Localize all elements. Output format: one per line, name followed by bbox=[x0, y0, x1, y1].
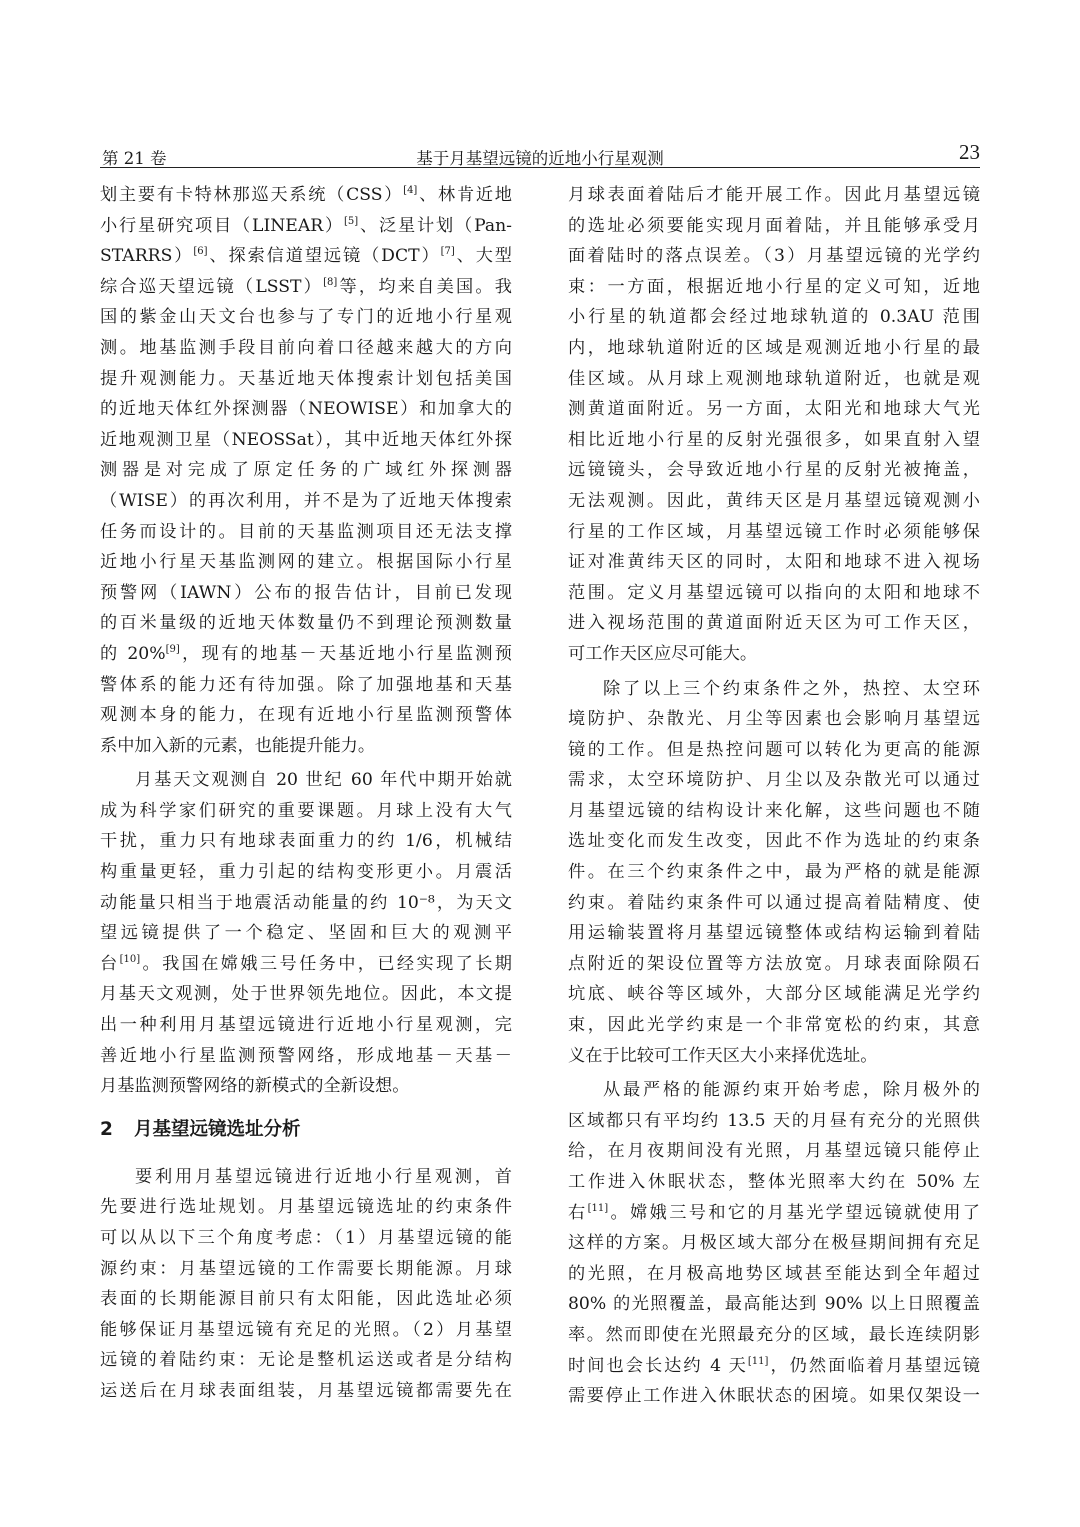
text-line: 运送后在月球表面组装，月基望远镜都需要先在 bbox=[100, 1380, 512, 1401]
text-line: 约束。着陆约束条件可以通过提高着陆精度、使 bbox=[568, 892, 980, 913]
text-line: 的光照，在月极高地势区域甚至能达到全年超过 bbox=[568, 1263, 980, 1284]
text-line: 坑底、峡谷等区域外，大部分区域能满足光学约 bbox=[568, 984, 980, 1005]
text-line: 右[11]。嫦娥三号和它的月基光学望远镜就使用了 bbox=[568, 1202, 980, 1223]
text-line: 近地观测卫星（NEOSSat），其中近地天体红外探 bbox=[100, 429, 512, 450]
text-line: 内，地球轨道附近的区域是观测近地小行星的最 bbox=[568, 337, 980, 358]
section-number: 2 bbox=[100, 1118, 113, 1140]
text-line: 国的紫金山天文台也参与了专门的近地小行星观 bbox=[100, 307, 512, 328]
page-number: 23 bbox=[959, 140, 980, 164]
text-line: 进入视场范围的黄道面附近天区为可工作天区， bbox=[568, 613, 980, 634]
text-line: 望远镜提供了一个稳定、坚固和巨大的观测平 bbox=[100, 923, 512, 944]
text-line: 台[10]。我国在嫦娥三号任务中，已经实现了长期 bbox=[100, 953, 512, 974]
paragraph bbox=[568, 674, 980, 1072]
text-line: 点附近的架设位置等方法放宽。月球表面除陨石 bbox=[568, 953, 980, 974]
text-line: 近地小行星天基监测网的建立。根据国际小行星 bbox=[100, 552, 512, 573]
text-line: 工作进入休眠状态，整体光照率大约在 50% 左 bbox=[568, 1172, 980, 1192]
text-line: 需求，太空环境防护、月尘以及杂散光可以通过 bbox=[568, 770, 980, 791]
paragraph bbox=[568, 1075, 980, 1412]
text-line: 月基天文观测，处于世界领先地位。因此，本文提 bbox=[100, 984, 512, 1005]
text-line: 面着陆时的落点误差。（3）月基望远镜的光学约 bbox=[568, 246, 980, 267]
paragraph bbox=[100, 1162, 512, 1407]
text-line: 表面的长期能源目前只有太阳能，因此选址必须 bbox=[100, 1289, 512, 1310]
text-line: 月球表面着陆后才能开展工作。因此月基望远镜 bbox=[568, 185, 980, 205]
text-line: 的 20%[9]，现有的地基－天基近地小行星监测预 bbox=[100, 643, 512, 664]
text-line: 警体系的能力还有待加强。除了加强地基和天基 bbox=[100, 674, 512, 695]
text-line: 划主要有卡特林那巡天系统（CSS）[4]、林肯近地 bbox=[100, 185, 512, 205]
paragraph bbox=[100, 765, 512, 1102]
text-line: 无法观测。因此，黄纬天区是月基望远镜观测小 bbox=[568, 490, 980, 511]
text-line: 镜的工作。但是热控问题可以转化为更高的能源 bbox=[568, 739, 980, 760]
text-line: 能够保证月基望远镜有充足的光照。（2）月基望 bbox=[100, 1319, 512, 1340]
text-line: 佳区域。从月球上观测地球轨道附近，也就是观 bbox=[568, 368, 980, 389]
text-line: 动能量只相当于地震活动能量的约 10⁻⁸，为天文 bbox=[100, 892, 512, 913]
section-heading bbox=[100, 1108, 512, 1152]
text-line: 小行星研究项目（LINEAR）[5]、泛星计划（Pan- bbox=[100, 215, 512, 236]
right-column bbox=[568, 180, 980, 1412]
text-line: 出一种利用月基望远镜进行近地小行星观测，完 bbox=[100, 1015, 512, 1036]
paragraph bbox=[568, 180, 980, 670]
text-line: 需要停止工作进入休眠状态的困境。如果仅架设一 bbox=[568, 1386, 980, 1407]
paragraph bbox=[100, 180, 512, 761]
text-line: 可以从以下三个角度考虑：（1）月基望远镜的能 bbox=[100, 1228, 512, 1248]
left-column bbox=[100, 180, 512, 1407]
text-line: 综合巡天望远镜（LSST）[8]等，均来自美国。我 bbox=[100, 276, 512, 297]
running-title: 基于月基望远镜的近地小行星观测 bbox=[416, 149, 664, 168]
text-line: 证对准黄纬天区的同时，太阳和地球不进入视场 bbox=[568, 552, 980, 573]
text-line: 的百米量级的近地天体数量仍不到理论预测数量 bbox=[100, 613, 512, 634]
text-line: 测器是对完成了原定任务的广域红外探测器 bbox=[100, 460, 512, 481]
text-line: STARRS）[6]、探索信道望远镜（DCT）[7]、大型 bbox=[100, 246, 512, 267]
text-line: 预警网（IAWN）公布的报告估计，目前已发现 bbox=[100, 582, 512, 603]
text-line: 行星的工作区域，月基望远镜工作时必须能够保 bbox=[568, 521, 980, 542]
text-line: （WISE）的再次利用，并不是为了近地天体搜索 bbox=[100, 490, 512, 511]
text-line: 任务而设计的。目前的天基监测项目还无法支撑 bbox=[100, 521, 512, 542]
text-line: 测黄道面附近。另一方面，太阳光和地球大气光 bbox=[568, 399, 980, 420]
text-line: 件。在三个约束条件之中，最为严格的就是能源 bbox=[568, 862, 980, 883]
text-line: 区域都只有平均约 13.5 天的月昼有充分的光照供 bbox=[568, 1110, 980, 1131]
text-line: 范围。定义月基望远镜可以指向的太阳和地球不 bbox=[568, 582, 980, 603]
text-line: 系中加入新的元素，也能提升能力。 bbox=[100, 735, 376, 756]
text-line: 小行星的轨道都会经过地球轨道的 0.3AU 范围 bbox=[568, 307, 980, 328]
volume-label: 第 21 卷 bbox=[102, 149, 167, 168]
text-line: 束，因此光学约束是一个非常宽松的约束，其意 bbox=[568, 1015, 980, 1036]
text-line: 用运输装置将月基望远镜整体或结构运输到着陆 bbox=[568, 923, 980, 944]
running-header bbox=[100, 139, 980, 168]
text-line: 除了以上三个约束条件之外，热控、太空环 bbox=[603, 678, 980, 699]
text-line: 构重量更轻，重力引起的结构变形更小。月震活 bbox=[100, 862, 512, 883]
text-line: 束：一方面，根据近地小行星的定义可知，近地 bbox=[568, 276, 980, 297]
text-line: 的选址必须要能实现月面着陆，并且能够承受月 bbox=[568, 215, 980, 236]
text-line: 月基监测预警网络的新模式的全新设想。 bbox=[100, 1076, 410, 1097]
text-line: 干扰，重力只有地球表面重力的约 1/6，机械结 bbox=[100, 831, 512, 852]
text-line: 观测本身的能力，在现有近地小行星监测预警体 bbox=[100, 705, 512, 726]
text-line: 的近地天体红外探测器（NEOWISE）和加拿大的 bbox=[100, 399, 512, 420]
text-line: 义在于比较可工作天区大小来择优选址。 bbox=[568, 1045, 878, 1066]
text-line: 测。地基监测手段目前向着口径越来越大的方向 bbox=[100, 337, 512, 358]
text-line: 从最严格的能源约束开始考虑，除月极外的 bbox=[603, 1080, 980, 1101]
text-line: 成为科学家们研究的重要课题。月球上没有大气 bbox=[100, 800, 512, 821]
section-title: 月基望远镜选址分析 bbox=[134, 1118, 301, 1140]
text-line: 月基天文观测自 20 世纪 60 年代中期开始就 bbox=[135, 770, 512, 791]
text-line: 相比近地小行星的反射光强很多，如果直射入望 bbox=[568, 429, 980, 450]
text-line: 月基望远镜的结构设计来化解，这些问题也不随 bbox=[568, 800, 980, 821]
text-line: 先要进行选址规划。月基望远镜选址的约束条件 bbox=[100, 1197, 512, 1218]
text-line: 提升观测能力。天基近地天体搜索计划包括美国 bbox=[100, 368, 512, 389]
text-line: 给，在月夜期间没有光照，月基望远镜只能停止 bbox=[568, 1141, 980, 1162]
text-line: 要利用月基望远镜进行近地小行星观测，首 bbox=[135, 1166, 512, 1187]
text-line: 善近地小行星监测预警网络，形成地基－天基－ bbox=[100, 1045, 512, 1066]
text-line: 80% 的光照覆盖，最高能达到 90% 以上日照覆盖 bbox=[568, 1294, 980, 1315]
text-line: 境防护、杂散光、月尘等因素也会影响月基望远 bbox=[568, 709, 980, 730]
text-line: 率。然而即使在光照最充分的区域，最长连续阴影 bbox=[568, 1324, 980, 1345]
text-line: 远镜镜头，会导致近地小行星的反射光被掩盖， bbox=[568, 460, 980, 481]
text-line: 这样的方案。月极区域大部分在极昼期间拥有充足 bbox=[568, 1233, 980, 1254]
text-line: 时间也会长达约 4 天[11]，仍然面临着月基望远镜 bbox=[568, 1355, 980, 1376]
text-line: 源约束：月基望远镜的工作需要长期能源。月球 bbox=[100, 1258, 512, 1279]
text-line: 远镜的着陆约束：无论是整机运送或者是分结构 bbox=[100, 1350, 512, 1371]
text-line: 选址变化而发生改变，因此不作为选址的约束条 bbox=[568, 831, 980, 852]
text-line: 可工作天区应尽可能大。 bbox=[568, 643, 758, 664]
